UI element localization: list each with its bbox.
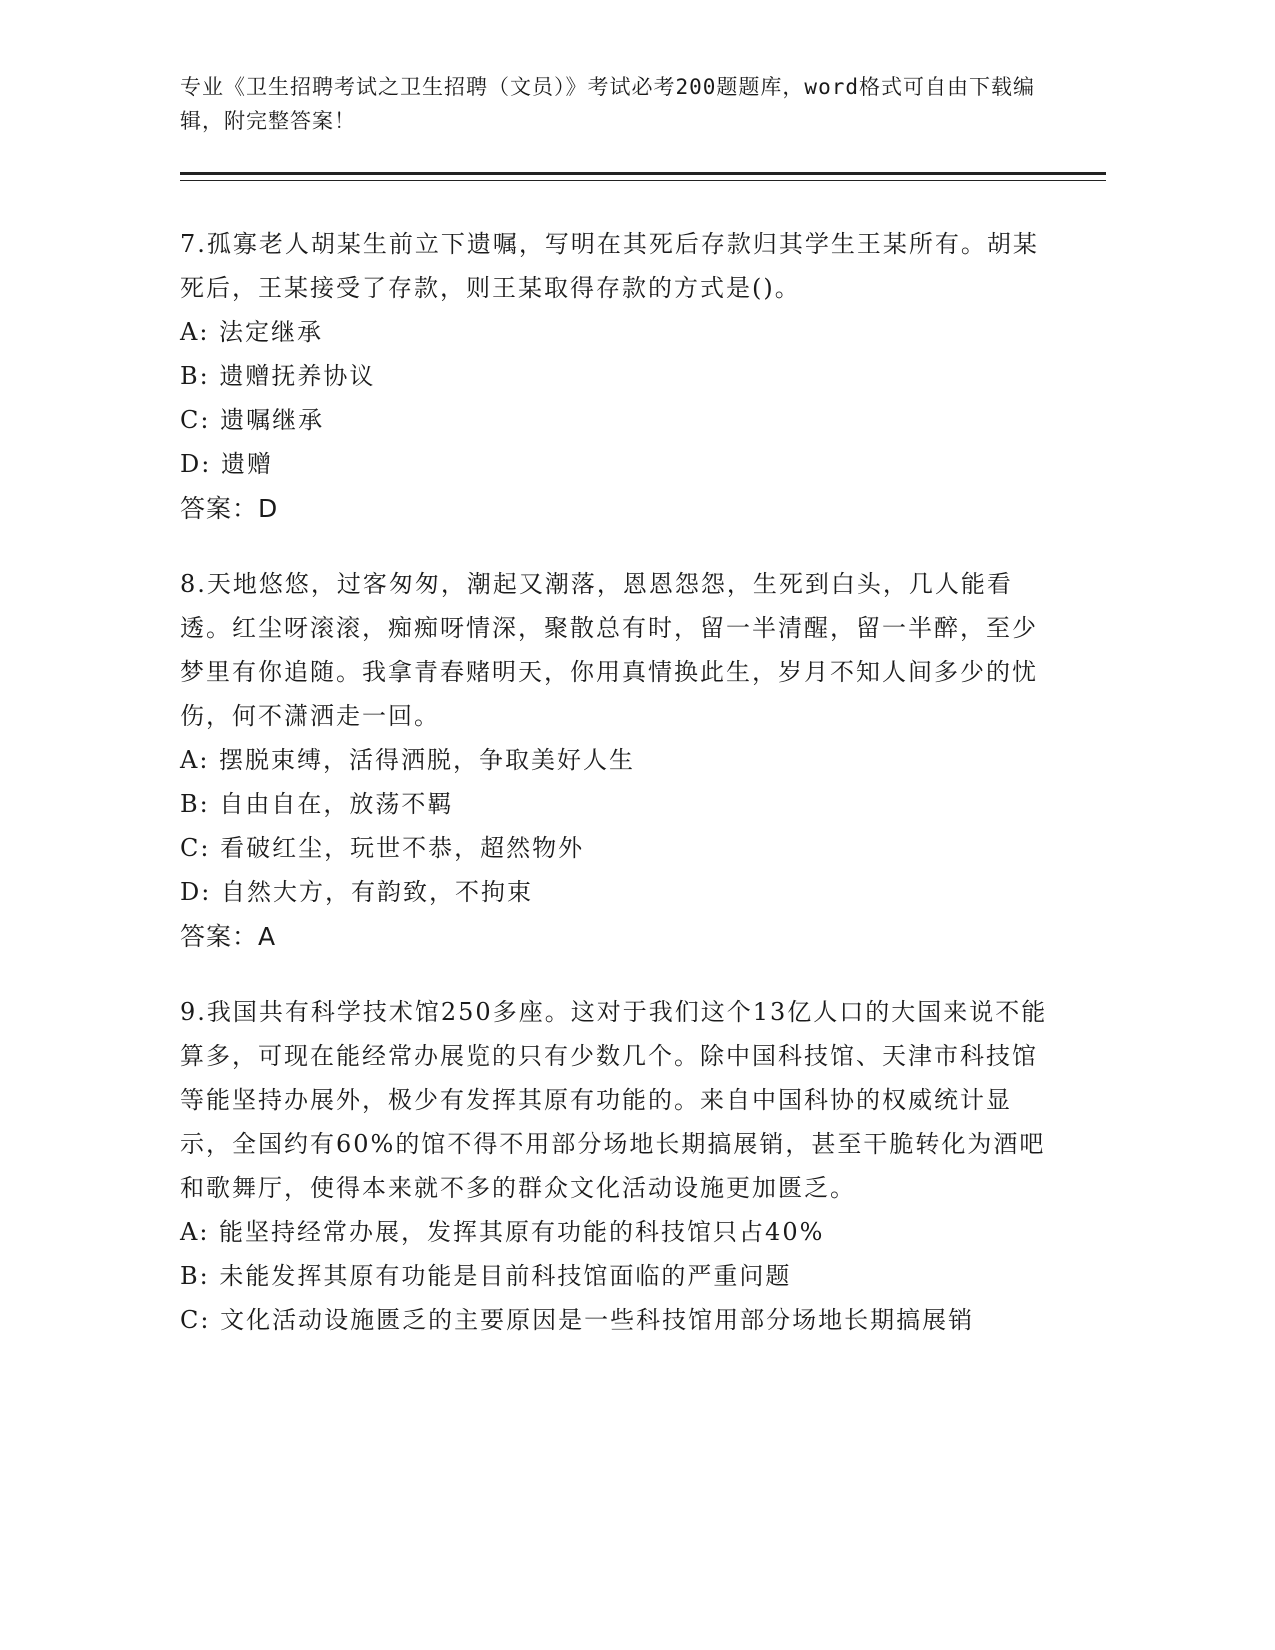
option-c: C: 文化活动设施匮乏的主要原因是一些科技馆用部分场地长期搞展销: [180, 1306, 975, 1334]
question-7: [180, 222, 1060, 532]
header-divider-thick: [180, 172, 1106, 175]
option-d: D: 遗赠: [180, 450, 273, 478]
option-b: B: 遗赠抚养协议: [180, 362, 376, 390]
option-b: B: 自由自在，放荡不羁: [180, 790, 454, 818]
question-8: [180, 562, 1060, 960]
option-c: C: 看破红尘，玩世不恭，超然物外: [180, 834, 585, 862]
document-header: 专业《卫生招聘考试之卫生招聘（文员）》考试必考200题题库，word格式可自由下载编辑，附完整答案！: [180, 75, 1035, 133]
question-list: [180, 222, 1060, 1372]
question-stem: 9.我国共有科学技术馆250多座。这对于我们这个13亿人口的大国来说不能算多，可现在能经常办展览的只有少数几个。除中国科技馆、天津市科技馆等能坚持办展外，极少有发挥其原有功能的。来自中国科协的权威统计显示，全国约有60%的馆不得不用部分场地长期搞展销，甚至干脆转化为酒吧和歌舞厅，使得本来就不多的群众文化活动设施更加匮乏。: [180, 998, 1048, 1202]
question-stem: 8.天地悠悠，过客匆匆，潮起又潮落，恩恩怨怨，生死到白头，几人能看透。红尘呀滚滚，痴痴呀情深，聚散总有时，留一半清醒，留一半醉，至少梦里有你追随。我拿青春赌明天，你用真情换此生，岁月不知人间多少的忧伤，何不潇洒走一回。: [180, 570, 1038, 730]
option-b: B: 未能发挥其原有功能是目前科技馆面临的严重问题: [180, 1262, 792, 1290]
option-a: A: 能坚持经常办展，发挥其原有功能的科技馆只占40%: [180, 1218, 825, 1246]
option-d: D: 自然大方，有韵致，不拘束: [180, 878, 533, 906]
question-9: [180, 990, 1060, 1342]
answer-label: 答案：A: [180, 922, 277, 951]
answer-label: 答案：D: [180, 494, 279, 523]
header-divider-thin: [180, 180, 1106, 181]
option-a: A: 法定继承: [180, 318, 324, 346]
option-c: C: 遗嘱继承: [180, 406, 325, 434]
option-a: A: 摆脱束缚，活得洒脱，争取美好人生: [180, 746, 636, 774]
question-stem: 7.孤寡老人胡某生前立下遗嘱，写明在其死后存款归其学生王某所有。胡某死后，王某接受了存款，则王某取得存款的方式是()。: [180, 230, 1039, 302]
